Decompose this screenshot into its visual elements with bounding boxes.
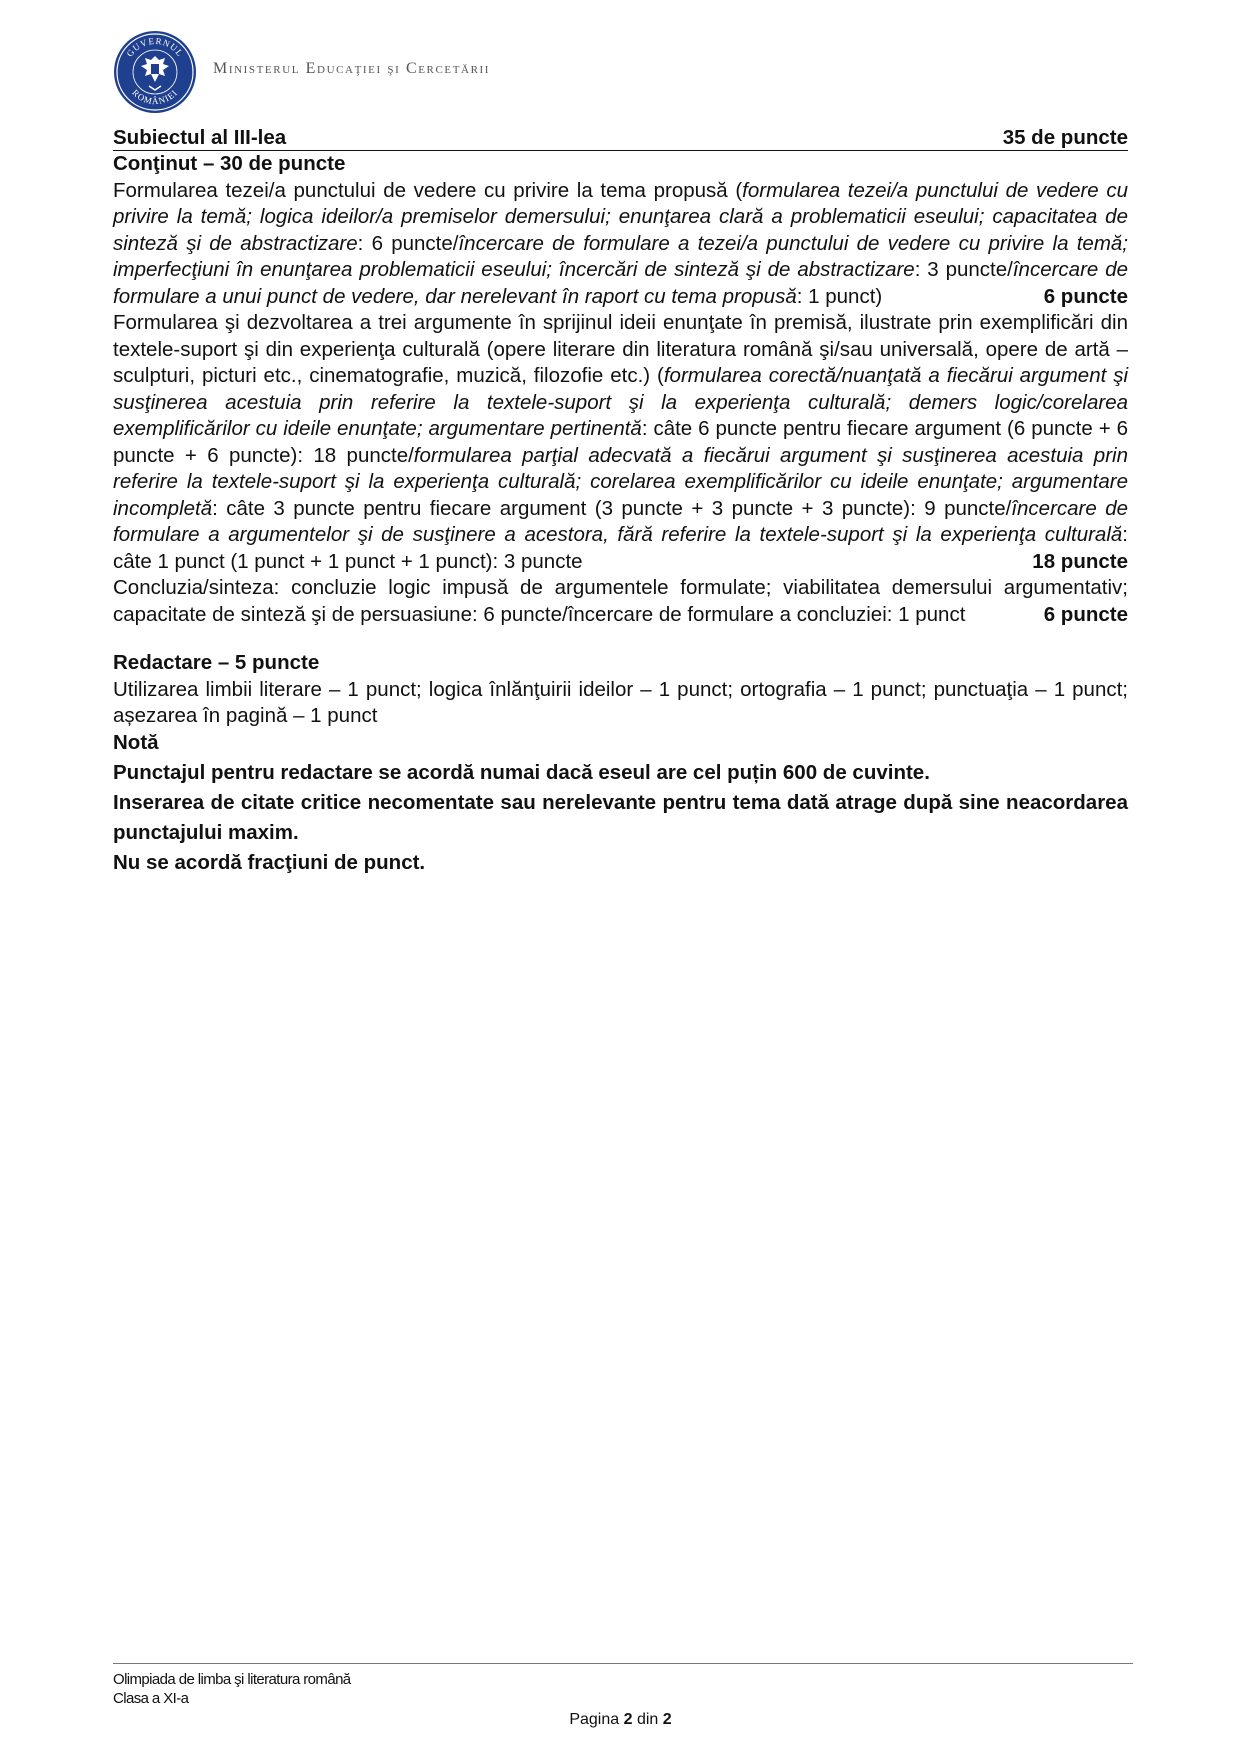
footer-class: Clasa a XI-a (113, 1690, 189, 1707)
criterion-thesis: Formularea tezei/a punctului de vedere cu privire la tema propusă (formularea tezei/a punctului de vedere cu privire la temă; logica ideilor/a premiselor demersului; enunţarea clară a problematicii eseului; capacitatea de sinteză şi de abstractizare: 6 puncte/încercare de formulare a tezei/a punctului de vedere cu privire la temă; imperfecţiuni în enunţarea problematicii eseului; încercări de sinteză şi de abstractizare: 3 puncte/încercare de formulare a unui punct de vedere, dar nerelevant în raport cu tema propusă: 1 punct) 6 puncte (113, 178, 1128, 311)
page-number: Pagina 2 din 2 (569, 1711, 672, 1728)
criterion-thesis-points: 6 puncte (1043, 284, 1128, 308)
document-body (113, 127, 1128, 878)
svg-text:ROMÂNIEI: ROMÂNIEI (130, 87, 180, 107)
nota-line: Inserarea de citate critice necomentate sau nerelevante pentru tema dată atrage după sine neacordarea punctajului maxim. (113, 791, 1128, 844)
criterion-conclusion-points: 6 puncte (1043, 602, 1128, 626)
section-title: Subiectul al III-lea (113, 126, 287, 149)
criterion-arguments-points: 18 puncte (1032, 549, 1128, 573)
nota-line: Punctajul pentru redactare se acordă numai dacă eseul are cel puțin 600 de cuvinte. (113, 761, 930, 784)
footer-info (113, 1670, 351, 1708)
footer-divider (113, 1663, 1133, 1664)
content-title: Conţinut – 30 de puncte (113, 152, 346, 175)
svg-text:GUVERNUL: GUVERNUL (124, 35, 186, 59)
criterion-conclusion: Concluzia/sinteza: concluzie logic impusă de argumentele formulate; viabilitatea demersului argumentativ; capacitate de sinteză şi de persuasiune: 6 puncte/încercare de formulare a concluziei: 1 punct 6 puncte (113, 575, 1128, 628)
redactare-text: Utilizarea limbii literare – 1 punct; logica înlănţuirii ideilor – 1 punct; ortografia – 1 punct; punctuaţia – 1 punct; așezarea în pagină – 1 punct (113, 677, 1128, 727)
ministry-name: Ministerul Educaţiei şi Cercetării (213, 60, 491, 77)
criterion-arguments: Formularea şi dezvoltarea a trei argumente în sprijinul ideii enunţate în premisă, ilustrate prin exemplificări din textele-suport şi din experienţa culturală (opere literare din literatura română şi/sau universală, opere de artă – sculpturi, picturi etc., cinematografie, muzică, filozofie etc.) (formularea corectă/nuanţată a fiecărui argument şi susţinerea acestuia prin referire la textele-suport şi la experienţa culturală; demers logic/corelarea exemplificărilor cu ideile enunţate; argumentare pertinentă: câte 6 puncte pentru fiecare argument (6 puncte + 6 puncte + 6 puncte): 18 puncte/formularea parţial adecvată a fiecărui argument şi susţinerea acestuia prin referire la textele-suport şi la experienţa culturală; corelarea exemplificărilor cu ideile enunţate; argumentare incompletă: câte 3 puncte pentru fiecare argument (3 puncte + 3 puncte + 3 puncte): 9 puncte/încercare de formulare a argumentelor şi de susţinere a acestora, fără referire la textele-suport şi la experienţa culturală: câte 1 punct (1 punct + 1 punct + 1 punct): 3 puncte 18 puncte (113, 310, 1128, 575)
page-header (113, 30, 813, 114)
section-header (113, 127, 1128, 151)
nota-title: Notă (113, 730, 159, 754)
nota-line: Nu se acordă fracţiuni de punct. (113, 851, 426, 874)
section-points: 35 de puncte (1002, 126, 1128, 149)
footer-olympiad: Olimpiada de limba şi literatura română (113, 1671, 351, 1688)
nota-list (113, 758, 1128, 878)
government-seal-icon (113, 30, 197, 114)
redactare-title: Redactare – 5 puncte (113, 651, 320, 674)
